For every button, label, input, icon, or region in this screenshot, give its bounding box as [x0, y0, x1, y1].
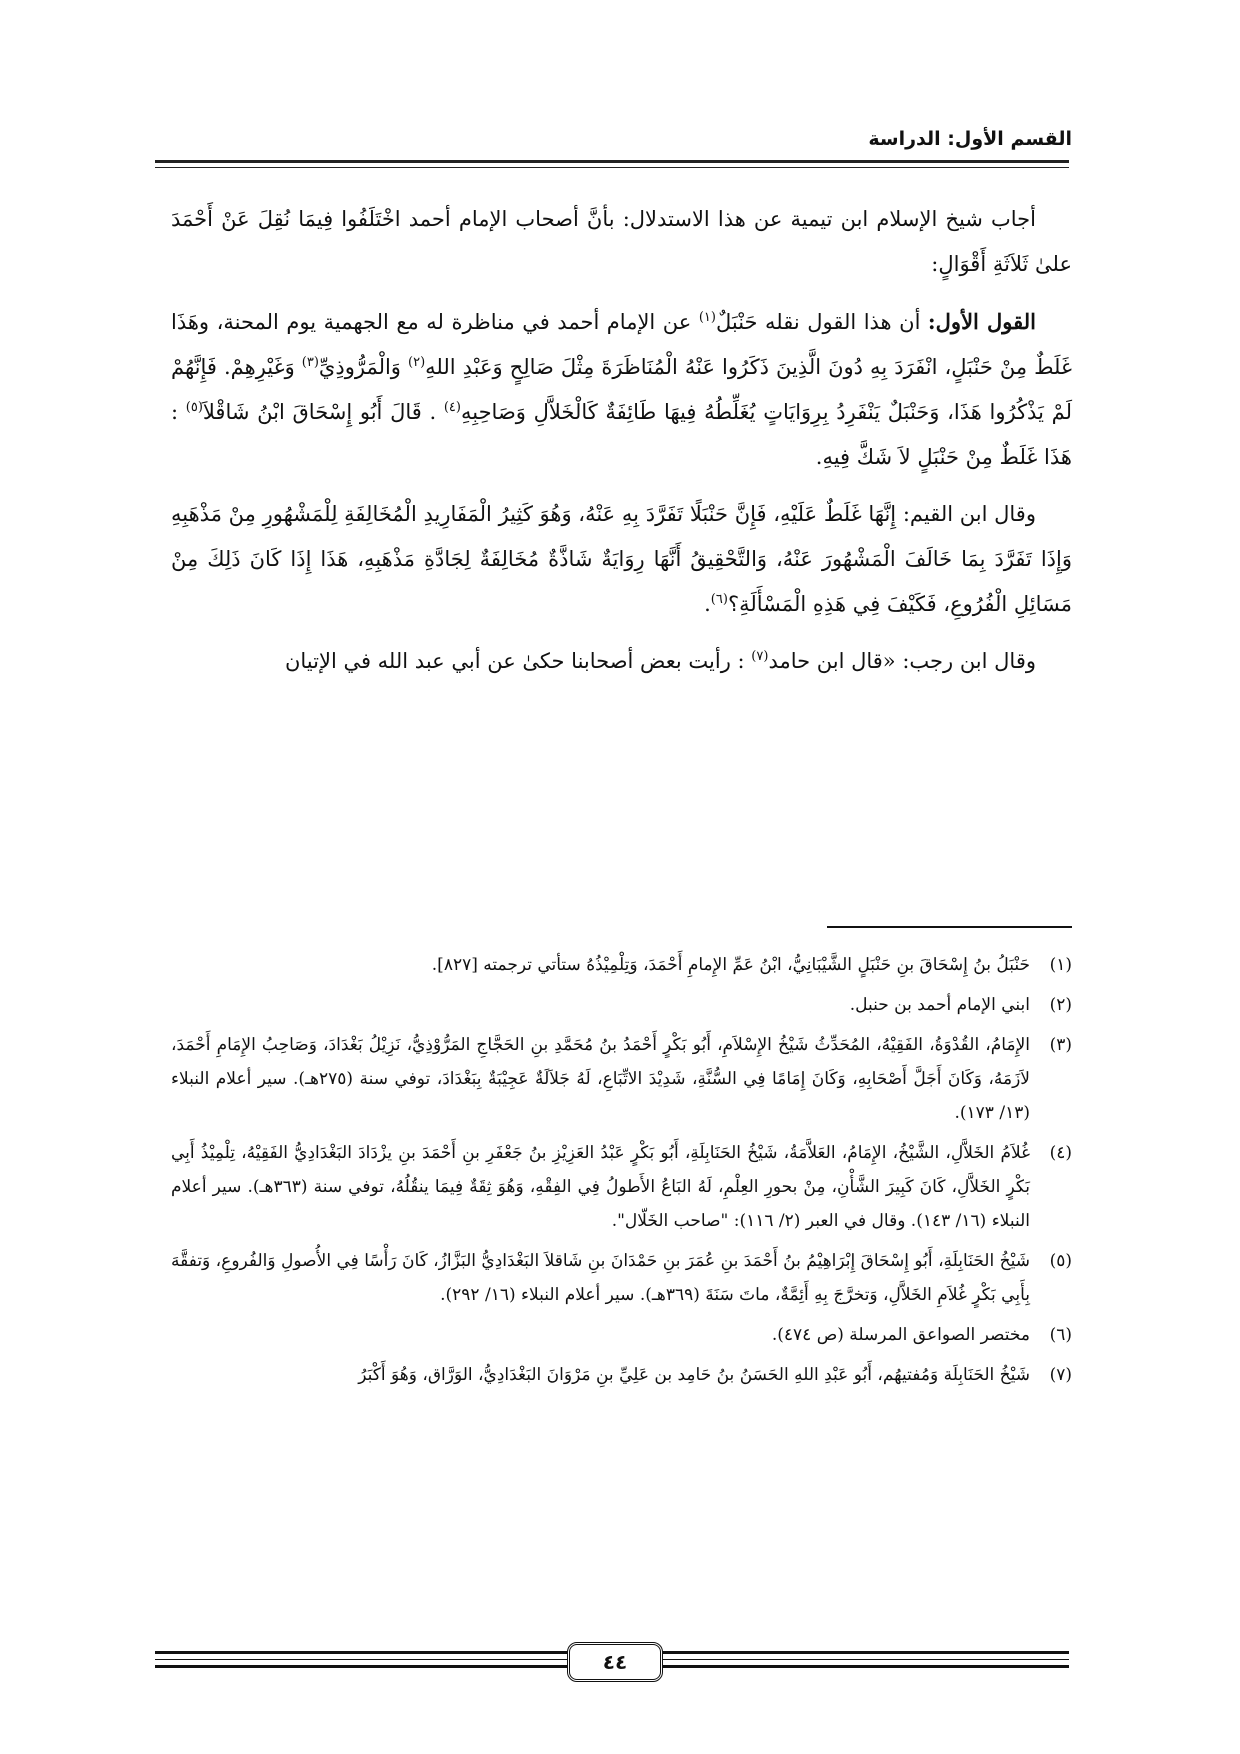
paragraph-3 [171, 492, 1072, 627]
paragraph-1 [171, 197, 1072, 287]
paragraph-text: . [704, 592, 711, 616]
paragraph-2 [171, 299, 1072, 480]
paragraph-4 [171, 639, 1072, 684]
footnote-separator [827, 926, 1072, 928]
footnote-text: حَنْبَلُ بنُ إِسْحَاقَ بنِ حَنْبَلٍ الشَّيْبَانِيُّ، ابْنُ عَمِّ الإِمامِ أَحْمَدَ، وَتِلْمِيْذُهُ ستأتي ترجمته [٨٢٧]. [431, 955, 1030, 975]
footnote-ref[interactable]: (٧) [751, 649, 769, 664]
paragraph-text: أجاب شيخ الإسلام ابن تيمية عن هذا الاستدلال: بأنَّ أصحاب الإمام أحمد اخْتَلَفُوا فِيمَا نُقِلَ عَنْ أَحْمَدَ علىٰ ثَلاَثَةِ أَقْوَالٍ: [171, 207, 1072, 276]
footnotes [171, 948, 1072, 1398]
footnote-ref[interactable]: (٣) [301, 355, 319, 370]
footnote-item [171, 1136, 1072, 1238]
footnote-text: شَيْخُ الحَنَابِلَةِ، أَبُو إِسْحَاقَ إِبْرَاهِيْمُ بنُ أَحْمَدَ بنِ عُمَرَ بنِ حَمْدَانَ بنِ شَاقلاَ البَغْدَادِيُّ البَزَّازُ، كَانَ رَأْسًا فِي الأُصولِ وَالفُروعِ، وَتفقَّهَ بِأَبِي بَكْرٍ غُلاَمِ الخَلاَّلِ، وَتخرَّجَ بِهِ أَئِمَّةٌ، ماتَ سَنَةَ (٣٦٩هـ). سير أعلام النبلاء (١٦/ ٢٩٢). [171, 1251, 1030, 1305]
footnote-text: غُلاَمُ الخَلاَّلِ، الشَّيْخُ، الإِمَامُ، العَلاَّمَةُ، شَيْخُ الحَنَابِلَةِ، أَبُو بَكْرٍ عَبْدُ العَزِيْزِ بنُ جَعْفَرِ بنِ أَحْمَدَ بنِ يزْدَادَ البَغْدَادِيُّ الفَقِيْهُ، تِلْمِيْذُ أَبِي بَكْرٍ الخَلاَّلِ، كَانَ كَبِيرَ الشَّأْنِ، مِنْ بحورِ العِلْمِ، لَهُ البَاعُ الأَطولُ فِي الفِقْهِ، وَهُوَ ثِقَةٌ فِيمَا ينقُلُهُ، توفي سنة (٣٦٣هـ). سير أعلام النبلاء (١٦/ ١٤٣). وقال في العبر (٢/ ١١٦): "صاحب الخَلّال". [171, 1143, 1030, 1231]
footnote-ref[interactable]: (٥) [185, 400, 203, 415]
paragraph-text: وَالْمَرُّوذِيِّ [318, 355, 408, 379]
footnote-item [171, 1244, 1072, 1312]
paragraph-text: . قَالَ أَبُو إِسْحَاقَ ابْنُ شَاقْلاَ [202, 400, 444, 424]
footnote-number: (٥) [1049, 1251, 1072, 1271]
footnote-number: (٢) [1049, 995, 1072, 1015]
footnote-ref[interactable]: (٦) [710, 592, 728, 607]
paragraph-lead: القول الأول: [927, 309, 1036, 334]
footnote-item [171, 988, 1072, 1022]
footnote-ref[interactable]: (٢) [408, 355, 426, 370]
running-header: القسم الأول: الدراسة [868, 128, 1072, 150]
footnote-item [171, 1318, 1072, 1352]
footnote-item [171, 1358, 1072, 1392]
footnote-ref[interactable]: (٤) [443, 400, 461, 415]
header-rule-thick [155, 160, 1069, 163]
footnote-text: شَيْخُ الحَنَابِلَة وَمُفتيهُم، أَبُو عَبْدِ اللهِ الحَسَنُ بنُ حَامِد بن عَلِيِّ بنِ مَرْوَانَ البَغْدَادِيُّ، الوَرَّاق، وَهُوَ أَكْبَرُ [358, 1365, 1030, 1385]
header-rule-thin [155, 167, 1069, 168]
footnote-item [171, 948, 1072, 982]
paragraph-text: عن الإمام أحمد في مناظرة له مع الجهمية يوم المحنة، وهَذَا غَلَطٌ مِنْ حَنْبَلٍ، انْفَرَدَ بِهِ دُونَ الَّذِينَ ذَكَرُوا عَنْهُ الْمُنَاظَرَةَ مِثْلَ صَالِحٍ وَعَبْدِ اللهِ [171, 310, 1072, 379]
main-text [171, 197, 1072, 696]
paragraph-text: أن هذا القول نقله حَنْبَلٌ [715, 310, 928, 334]
paragraph-text: وقال ابن رجب: «قال ابن حامد [768, 649, 1036, 673]
footnote-number: (٦) [1049, 1325, 1072, 1345]
paragraph-text: وَغَيْرِهِمْ. فَإِنَّهُمْ لَمْ يَذْكُرُوا هَذَا، وَحَنْبَلٌ يَنْفَرِدُ بِرِوَايَاتٍ يُغَلِّطُهُ فِيهَا طَائِفَةٌ كَالْخَلاَّلِ وَصَاحِبِهِ [171, 355, 1072, 424]
footnote-ref[interactable]: (١) [698, 310, 716, 325]
footnote-text: مختصر الصواعق المرسلة (ص ٤٧٤). [771, 1325, 1030, 1345]
page-number: ٤٤ [567, 1642, 663, 1682]
footer-ornament [155, 1640, 1069, 1680]
footnote-text: الإِمَامُ، القُدْوَةُ، الفَقِيْهُ، المُحَدِّثُ شَيْخُ الإِسْلاَمِ، أَبُو بَكْرٍ أَحْمَدُ بنُ مُحَمَّدِ بنِ الحَجَّاجِ المَرُّوْذِيُّ، نَزِيْلُ بَغْدَادَ، وَصَاحِبُ الإِمَامِ أَحْمَدَ، لاَزَمَهُ، وَكَانَ أَجَلَّ أَصْحَابِهِ، وَكَانَ إِمَامًا فِي السُّنَّةِ، شَدِيْدَ الاتِّبَاعِ، لَهُ جَلاَلَةٌ عَجِيْبَةٌ بِبَغْدَادَ، توفي سنة (٢٧٥هـ). سير أعلام النبلاء (١٣/ ١٧٣). [171, 1035, 1030, 1123]
footnote-text: ابني الإمام أحمد بن حنبل. [849, 995, 1030, 1015]
footnote-number: (٣) [1049, 1035, 1072, 1055]
footnote-number: (٤) [1049, 1143, 1072, 1163]
footnote-number: (١) [1049, 955, 1072, 975]
paragraph-text: : هَذَا غَلَطٌ مِنْ حَنْبَلٍ لاَ شَكَّ فِيهِ. [171, 400, 1072, 469]
footnote-number: (٧) [1049, 1365, 1072, 1385]
footnote-item [171, 1028, 1072, 1130]
paragraph-text: وقال ابن القيم: إِنَّهَا غَلَطٌ عَلَيْهِ، فَإِنَّ حَنْبَلًا تَفَرَّدَ بِهِ عَنْهُ، وَهُوَ كَثِيرُ الْمَفَارِيدِ الْمُخَالِفَةِ لِلْمَشْهُورِ مِنْ مَذْهَبِهِ وَإِذَا تَفَرَّدَ بِمَا خَالَفَ الْمَشْهُورَ عَنْهُ، وَالتَّحْقِيقُ أَنَّهَا رِوَايَةٌ شَاذَّةٌ مُخَالِفَةٌ لِجَادَّةِ مَذْهَبِهِ، هَذَا إِذَا كَانَ ذَلِكَ مِنْ مَسَائِلِ الْفُرُوعِ، فَكَيْفَ فِي هَذِهِ الْمَسْأَلَةِ؟ [171, 502, 1072, 616]
paragraph-text: : رأيت بعض أصحابنا حكىٰ عن أبي عبد الله في الإتيان [284, 649, 752, 673]
